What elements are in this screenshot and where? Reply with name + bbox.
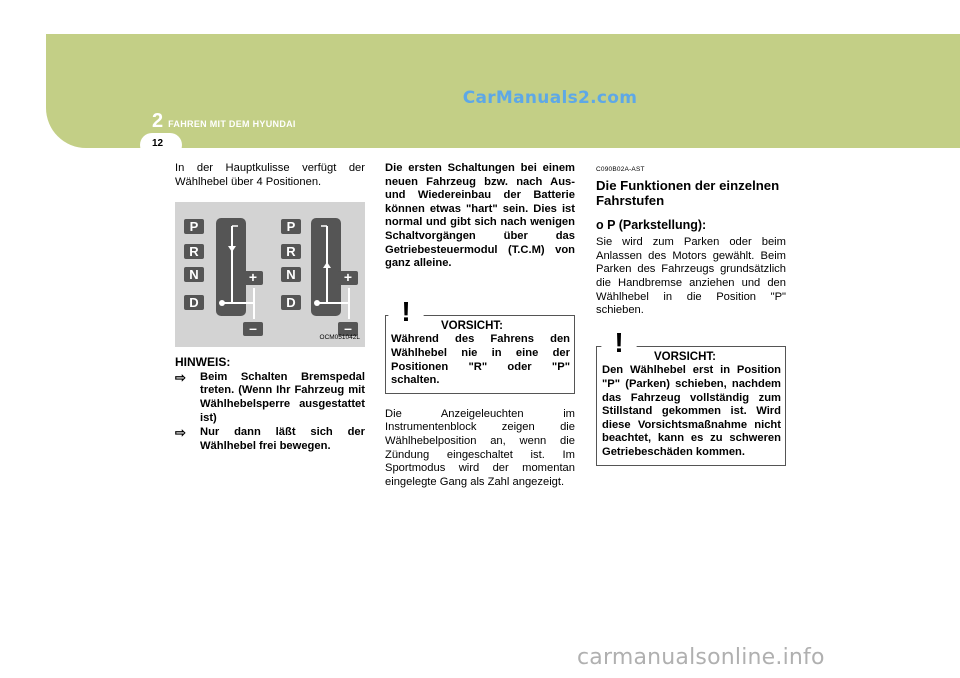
caution-box <box>385 295 575 394</box>
note-item <box>175 426 365 453</box>
note-item <box>175 371 365 425</box>
gate-label-n-left: N <box>189 267 199 283</box>
chapter-title: FAHREN MIT DEM HYUNDAI <box>168 119 296 129</box>
note-item-text: Beim Schalten Bremspedal treten. (Wenn Ihr Fahrzeug mit Wählhebelsperre ausgestattet ist) <box>200 370 365 424</box>
first-shifts-text: Die ersten Schaltungen bei einem neuen Fahrzeug bzw. nach Aus- und Wiedereinbau der Batterie können etwas "hart" sein. Dies ist normal und gibt sich nach wenigen Schaltvorgängen über das Getriebesteuermodul (T.C.M) von ganz alleine. <box>385 162 575 270</box>
gate-label-minus-left: – <box>249 320 257 337</box>
gate-label-plus-left: + <box>248 269 258 286</box>
section-heading: Die Funktionen der einzelnen Fahrstufen <box>596 177 780 209</box>
gate-label-plus-right: + <box>343 269 353 286</box>
indicator-text: Die Anzeigeleuchten im Instrumentenblock zeigen die Wählhebelposition an, wenn die Zündung eingeschaltet ist. Im Sportmodus wird der momentan eingelegte Gang als Zahl angezeigt. <box>385 407 575 488</box>
figure-code: OCM051042L <box>319 333 360 341</box>
caution-text: Den Wählhebel erst in Position "P" (Parken) schieben, nachdem das Fahrzeug vollständig zum Stillstand gekommen ist. Wird diese Vorsichtsmaßnahme nicht beachtet, kann es zu schweren Getriebeschäden kommen. <box>602 364 781 458</box>
note-item-text: Nur dann läßt sich der Wählhebel frei bewegen. <box>200 426 365 452</box>
page-number: 12 <box>152 138 164 149</box>
site-watermark[interactable]: CarManuals2.com <box>462 88 638 108</box>
caution-text: Während des Fahrens den Wählhebel nie in eine der Positionen "R" oder "P" schalten. <box>391 333 570 387</box>
note-heading: HINWEIS: <box>175 355 231 370</box>
gear-gate-diagram <box>175 202 365 347</box>
gate-label-d-left: D <box>189 295 199 311</box>
park-text: Sie wird zum Parken oder beim Anlassen des Motors gewählt. Beim Parken des Fahrzeugs grundsätzlich die Handbremse anziehen und den Wählhebel in die Position "P" schieben. <box>596 236 786 317</box>
gate-label-p-right: P <box>286 219 296 235</box>
gate-label-d-right: D <box>286 295 296 311</box>
arrow-right-icon: ⇨ <box>175 369 186 385</box>
gate-label-r-left: R <box>189 244 199 260</box>
chapter-header <box>152 110 296 133</box>
footer-watermark[interactable]: carmanualsonline.info <box>577 645 825 670</box>
gate-label-r-right: R <box>286 244 296 260</box>
chapter-number: 2 <box>152 110 164 132</box>
warning-icon: ! <box>601 325 637 361</box>
column-1 <box>175 162 365 453</box>
caution-title: VORSICHT: <box>654 350 716 363</box>
gate-left <box>184 218 263 336</box>
gate-label-n-right: N <box>286 267 296 283</box>
warning-icon: ! <box>388 294 424 330</box>
intro-text: In der Hauptkulisse verfügt der Wählhebel über 4 Positionen. <box>175 162 365 188</box>
gate-right <box>281 218 358 336</box>
gate-label-p-left: P <box>189 219 199 235</box>
arrow-right-icon: ⇨ <box>175 425 186 441</box>
gear-selector-figure <box>175 202 365 347</box>
gate-label-minus-right: – <box>344 320 352 337</box>
column-2 <box>385 162 575 489</box>
subheading-park: o P (Parkstellung): <box>596 217 707 232</box>
section-code: C090B02A-AST <box>596 166 645 173</box>
caution-box <box>596 326 786 466</box>
caution-title: VORSICHT: <box>441 319 503 332</box>
column-3 <box>596 163 786 466</box>
